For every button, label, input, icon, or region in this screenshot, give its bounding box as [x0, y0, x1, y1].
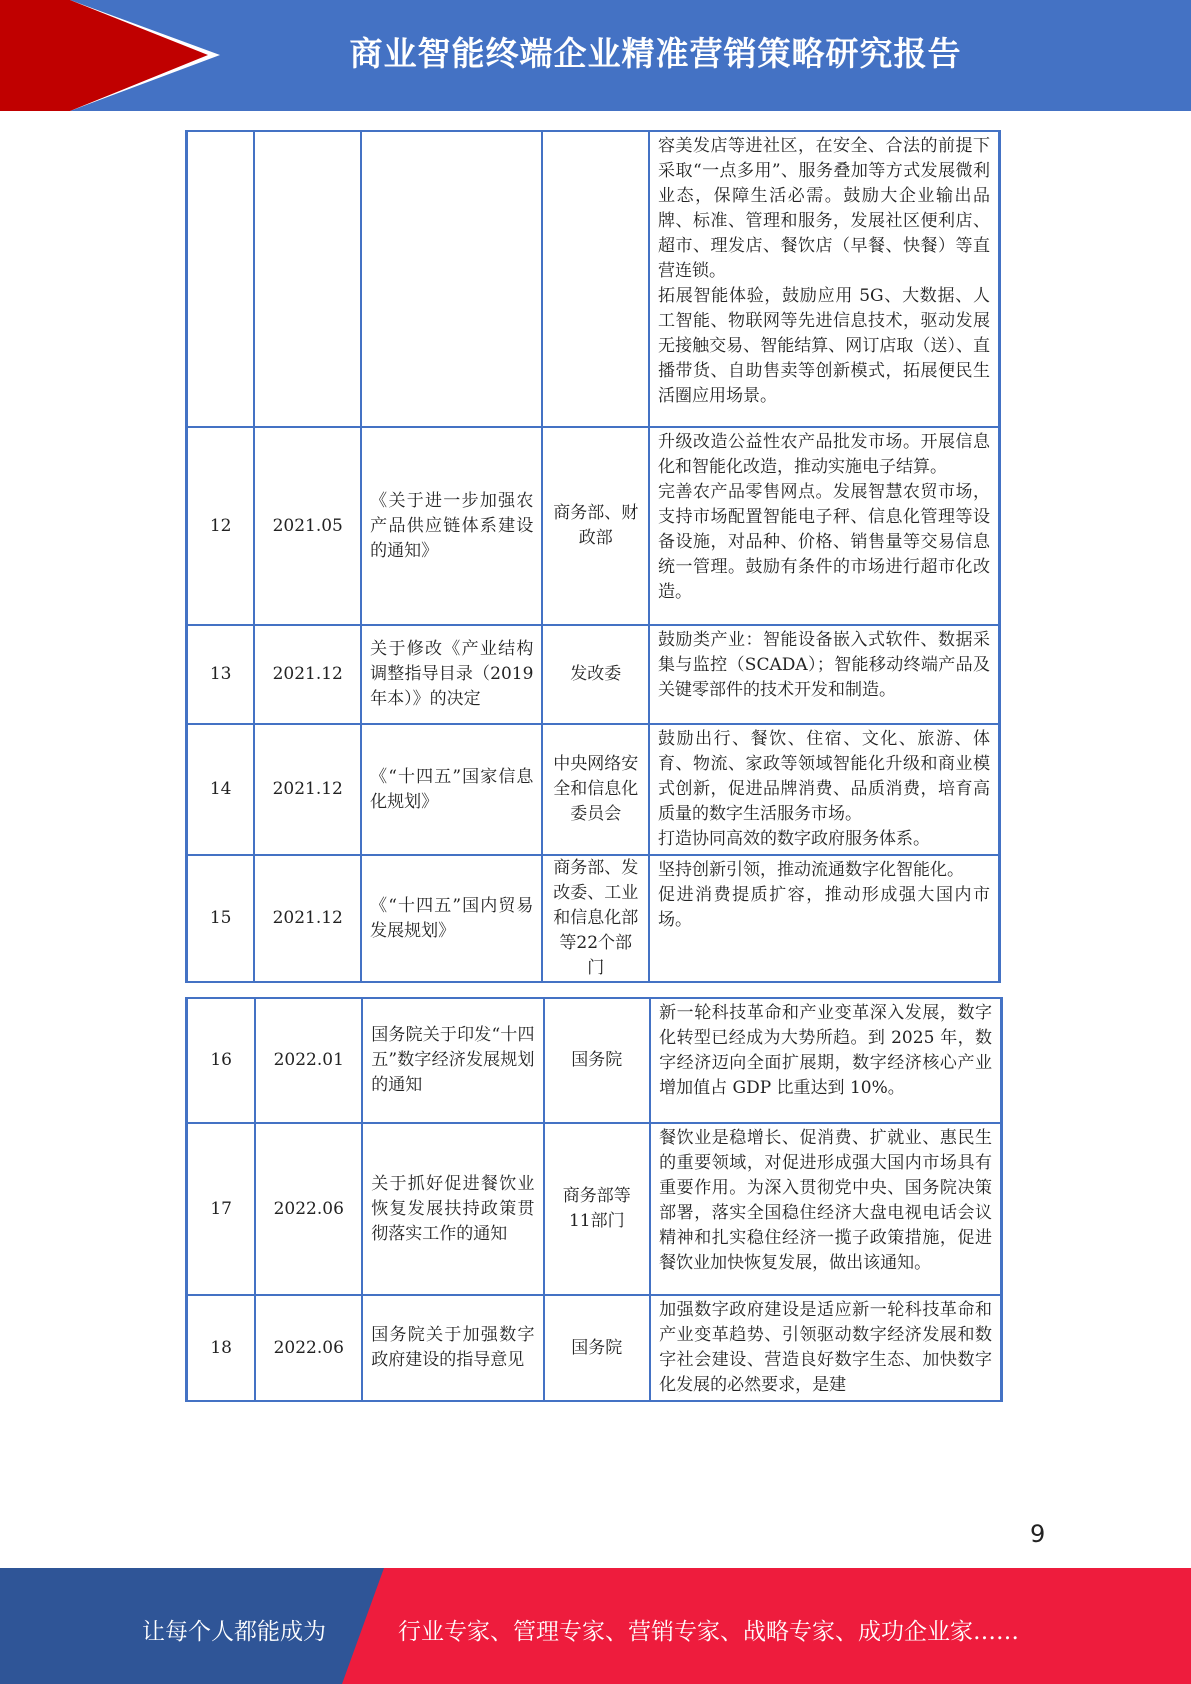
row-date: 2022.06 — [255, 1123, 362, 1295]
policy-table-part-1 — [185, 130, 1001, 983]
row-policy-title: 《“十四五”国内贸易发展规划》 — [361, 855, 542, 982]
row-content: 新一轮科技革命和产业变革深入发展，数字化转型已经成为大势所趋。到 2025 年，数字经济迈向全面扩展期，数字经济核心产业增加值占 GDP 比重达到 10%。 — [650, 998, 1001, 1123]
table-row — [187, 625, 1000, 724]
table-row — [187, 855, 1000, 982]
footer-slogan-right: 行业专家、管理专家、营销专家、战略专家、成功企业家…… — [398, 1619, 1019, 1645]
table-row — [187, 131, 1000, 427]
row-number: 14 — [187, 724, 255, 855]
row-number: 13 — [187, 625, 255, 724]
row-number: 17 — [187, 1123, 256, 1295]
table-row — [187, 427, 1000, 625]
page-header — [0, 0, 1191, 111]
row-content: 加强数字政府建设是适应新一轮科技革命和产业变革趋势、引领驱动数字经济发展和数字社会建设、营造良好数字生态、加快数字化发展的必然要求，是建 — [650, 1295, 1001, 1401]
row-department: 国务院 — [544, 998, 651, 1123]
row-department: 商务部等11部门 — [544, 1123, 651, 1295]
footer-blue-slant — [342, 1568, 384, 1684]
row-policy-title: 《关于进一步加强农产品供应链体系建设的通知》 — [361, 427, 542, 625]
row-department: 中央网络安全和信息化委员会 — [542, 724, 649, 855]
row-content: 鼓励类产业：智能设备嵌入式软件、数据采集与监控（SCADA）；智能移动终端产品及关键零部件的技术开发和制造。 — [649, 625, 999, 724]
row-number: 12 — [187, 427, 255, 625]
row-content: 坚持创新引领，推动流通数字化智能化。 促进消费提质扩容，推动形成强大国内市场。 — [649, 855, 999, 982]
row-policy-title: 关于修改《产业结构调整指导目录（2019 年本）》的决定 — [361, 625, 542, 724]
row-department: 国务院 — [544, 1295, 651, 1401]
row-date: 2022.06 — [255, 1295, 362, 1401]
row-policy-title: 国务院关于加强数字政府建设的指导意见 — [362, 1295, 543, 1401]
policy-table-part-2 — [185, 997, 1003, 1402]
footer-slogan-left: 让每个人都能成为 — [142, 1619, 326, 1645]
row-date: 2021.12 — [254, 855, 361, 982]
report-title: 商业智能终端企业精准营销策略研究报告 — [349, 34, 962, 73]
table-row — [187, 1295, 1002, 1401]
row-content: 鼓励出行、餐饮、住宿、文化、旅游、体育、物流、家政等领域智能化升级和商业模式创新，促进品牌消费、品质消费，培育高质量的数字生活服务市场。 打造协同高效的数字政府服务体系。 — [649, 724, 999, 855]
row-number: 16 — [187, 998, 256, 1123]
page-number: 9 — [1030, 1520, 1046, 1548]
row-date — [254, 131, 361, 427]
row-date: 2021.12 — [254, 625, 361, 724]
row-policy-title — [361, 131, 542, 427]
row-date: 2022.01 — [255, 998, 362, 1123]
row-policy-title: 国务院关于印发“十四五”数字经济发展规划的通知 — [362, 998, 543, 1123]
row-department: 商务部、财政部 — [542, 427, 649, 625]
row-policy-title: 关于抓好促进餐饮业恢复发展扶持政策贯彻落实工作的通知 — [362, 1123, 543, 1295]
row-department: 商务部、发改委、工业和信息化部等22个部门 — [542, 855, 649, 982]
page-footer — [0, 1568, 1191, 1684]
row-number: 15 — [187, 855, 255, 982]
row-department — [542, 131, 649, 427]
row-department: 发改委 — [542, 625, 649, 724]
table-row — [187, 1123, 1002, 1295]
row-number — [187, 131, 255, 427]
table-row — [187, 724, 1000, 855]
header-red-block — [0, 0, 70, 111]
row-content: 餐饮业是稳增长、促消费、扩就业、惠民生的重要领域，对促进形成强大国内市场具有重要作用。为深入贯彻党中央、国务院决策部署，落实全国稳住经济大盘电视电话会议精神和扎实稳住经济一揽子政策措施，促进餐饮业加快恢复发展，做出该通知。 — [650, 1123, 1001, 1295]
row-policy-title: 《“十四五”国家信息化规划》 — [361, 724, 542, 855]
row-date: 2021.12 — [254, 724, 361, 855]
row-content: 升级改造公益性农产品批发市场。开展信息化和智能化改造，推动实施电子结算。 完善农产品零售网点。发展智慧农贸市场，支持市场配置智能电子秤、信息化管理等设备设施，对品种、价格、销售量等交易信息统一管理。鼓励有条件的市场进行超市化改造。 — [649, 427, 999, 625]
row-content: 容美发店等进社区，在安全、合法的前提下采取“一点多用”、服务叠加等方式发展微利业态，保障生活必需。鼓励大企业输出品牌、标准、管理和服务，发展社区便利店、超市、理发店、餐饮店（早餐、快餐）等直营连锁。 拓展智能体验，鼓励应用 5G、大数据、人工智能、物联网等先进信息技术，驱动发展无接触交易、智能结算、网订店取（送）、直播带货、自助售卖等创新模式，拓展便民生活圈应用场景。 — [649, 131, 999, 427]
row-date: 2021.05 — [254, 427, 361, 625]
row-number: 18 — [187, 1295, 256, 1401]
table-row — [187, 998, 1002, 1123]
